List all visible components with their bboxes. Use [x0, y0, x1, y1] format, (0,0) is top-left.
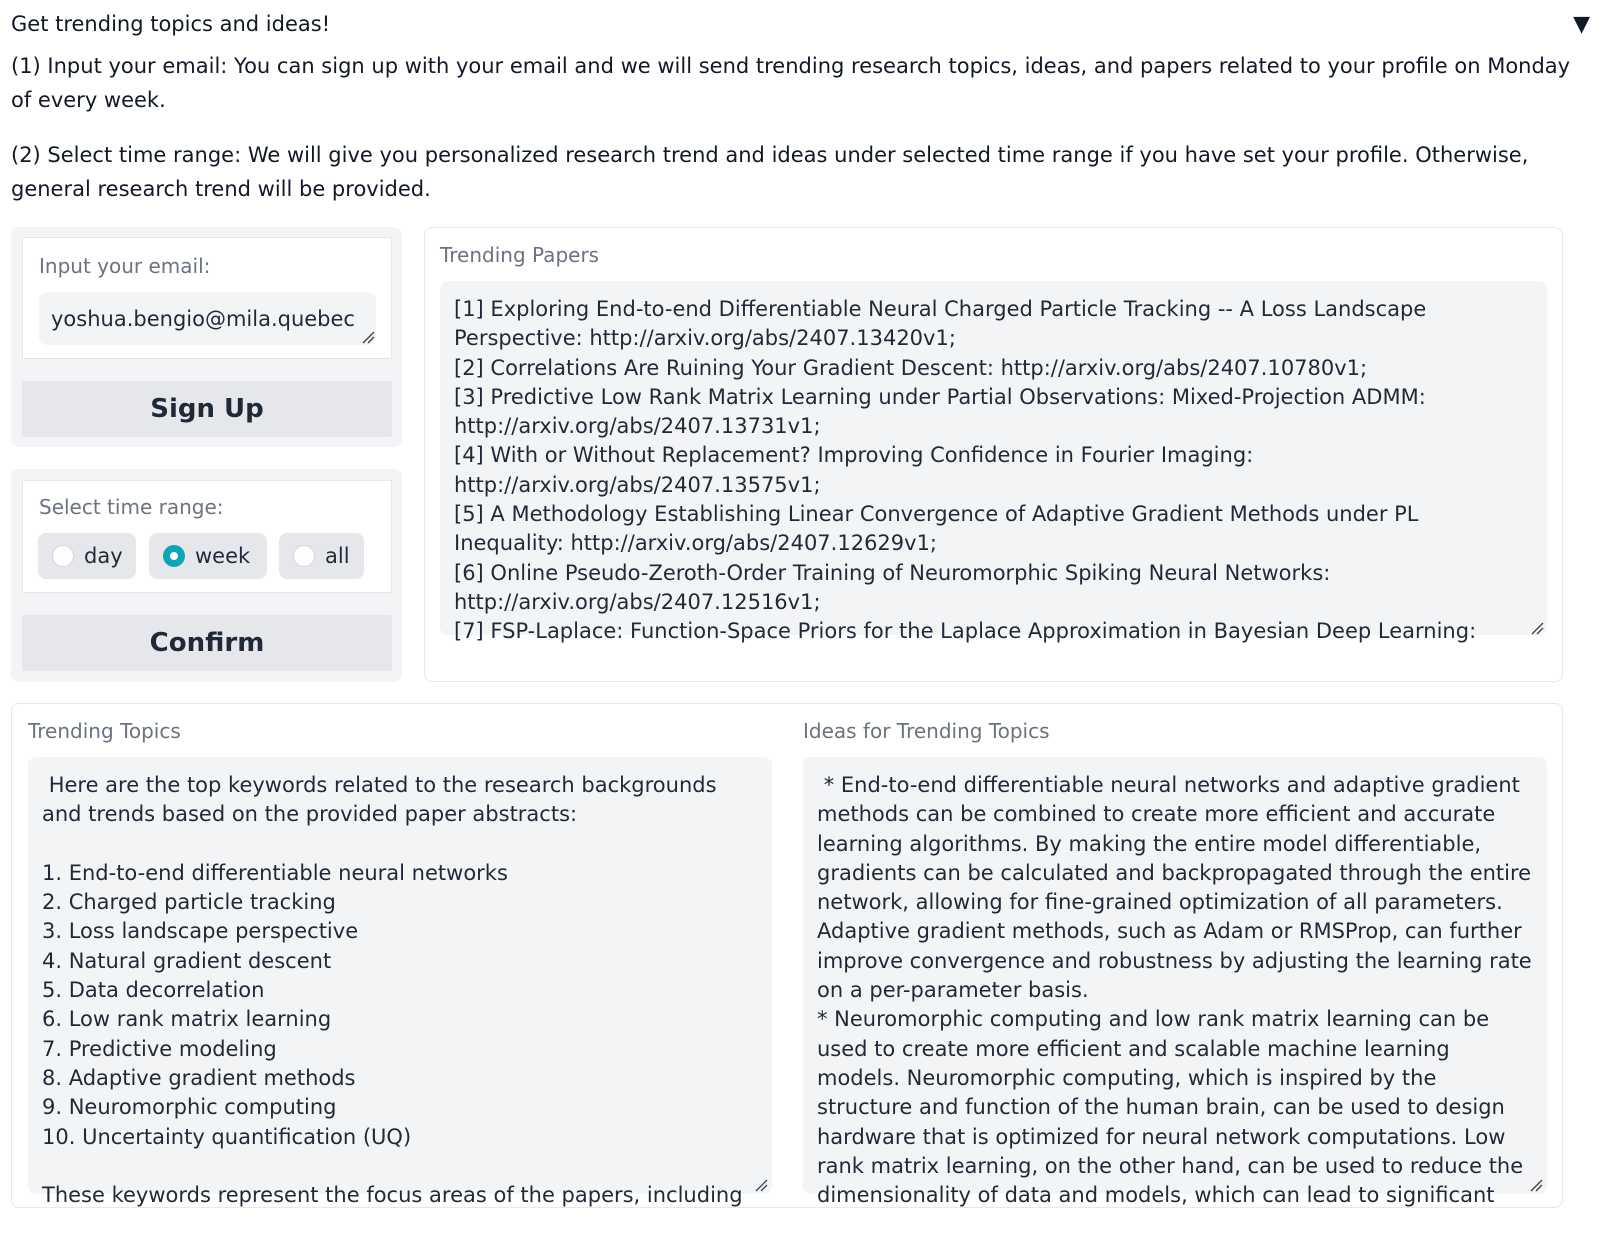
radio-week-indicator[interactable] — [163, 545, 185, 567]
trending-topics-textarea[interactable]: Here are the top keywords related to the research backgrounds and trends based on the provided paper abstracts: 1. End-to-end differentiable neural networks 2. Charged particle tracking 3. Loss landscape perspective 4. Natural gradient descent 5. Data decorrelation 6. Low rank matrix learning 7. Predictive modeling 8. Adaptive gradient methods 9. Neuromorphic computing 10. Uncertainty quantification (UQ) These keywords represent the focus areas of the papers, including — [28, 757, 772, 1194]
accordion-header[interactable] — [11, 8, 1596, 40]
trending-papers-textarea[interactable]: [1] Exploring End-to-end Differentiable Neural Charged Particle Tracking -- A Loss Landscape Perspective: http://arxiv.org/abs/2407.13420v1; [2] Correlations Are Ruining Your Gradient Descent: http://arxiv.org/abs/2407.10780v1; [3] Predictive Low Rank Matrix Learning under Partial Observations: Mixed-Projection ADMM: http://arxiv.org/abs/2407.13731v1; [4] With or Without Replacement? Improving Confidence in Fourier Imaging: http://arxiv.org/abs/2407.13575v1; [5] A Methodology Establishing Linear Convergence of Adaptive Gradient Methods under PL Inequality: http://arxiv.org/abs/2407.12629v1; [6] Online Pseudo-Zeroth-Order Training of Neuromorphic Spiking Neural Networks: http://arxiv.org/abs/2407.12516v1; [7] FSP-Laplace: Function-Space Priors for the Laplace Approximation in Bayesian Deep Learning: — [440, 281, 1547, 635]
radio-week-label: week — [195, 544, 251, 568]
triangle-down-icon[interactable]: ▼ — [1573, 11, 1590, 37]
accordion-title: Get trending topics and ideas! — [11, 12, 331, 36]
time-range-label: Select time range: — [39, 495, 224, 519]
radio-all-label: all — [325, 544, 350, 568]
trending-topics-label: Trending Topics — [28, 719, 181, 743]
radio-day[interactable] — [38, 533, 136, 579]
radio-all[interactable] — [279, 533, 364, 579]
ideas-textarea[interactable]: * End-to-end differentiable neural networks and adaptive gradient methods can be combined to create more efficient and accurate learning algorithms. By making the entire model differentiable, gradients can be calculated and backpropagated through the entire network, allowing for fine-grained optimization of all parameters. Adaptive gradient methods, such as Adam or RMSProp, can further improve convergence and robustness by adjusting the learning rate on a per-parameter basis. * Neuromorphic computing and low rank matrix learning can be used to create more efficient and scalable machine learning models. Neuromorphic computing, which is inspired by the structure and function of the human brain, can be used to design hardware that is optimized for neural network computations. Low rank matrix learning, on the other hand, can be used to reduce the dimensionality of data and models, which can lead to significant — [803, 757, 1547, 1194]
instruction-time-range: (2) Select time range: We will give you personalized research trend and ideas under selected time range if you have set your profile. Otherwise, general research trend will be provided. — [11, 143, 1529, 201]
sign-up-button[interactable]: Sign Up — [22, 381, 392, 437]
email-input[interactable] — [39, 292, 376, 345]
email-field-box — [22, 237, 392, 359]
topics-ideas-block — [11, 703, 1563, 1208]
trending-papers-block — [424, 227, 1563, 682]
radio-day-label: day — [84, 544, 123, 568]
instruction-email: (1) Input your email: You can sign up with your email and we will send trending research topics, ideas, and papers related to your profile on Monday of every week. — [11, 54, 1571, 112]
resize-grip-icon[interactable] — [1530, 621, 1544, 635]
email-label: Input your email: — [39, 254, 211, 278]
resize-grip-icon[interactable] — [361, 330, 375, 344]
confirm-button[interactable]: Confirm — [22, 615, 392, 671]
resize-grip-icon[interactable] — [1529, 1178, 1543, 1192]
trending-papers-label: Trending Papers — [440, 243, 600, 267]
ideas-label: Ideas for Trending Topics — [803, 719, 1050, 743]
resize-grip-icon[interactable] — [754, 1178, 768, 1192]
radio-week[interactable] — [149, 533, 267, 579]
radio-all-indicator[interactable] — [293, 545, 315, 567]
radio-day-indicator[interactable] — [52, 545, 74, 567]
